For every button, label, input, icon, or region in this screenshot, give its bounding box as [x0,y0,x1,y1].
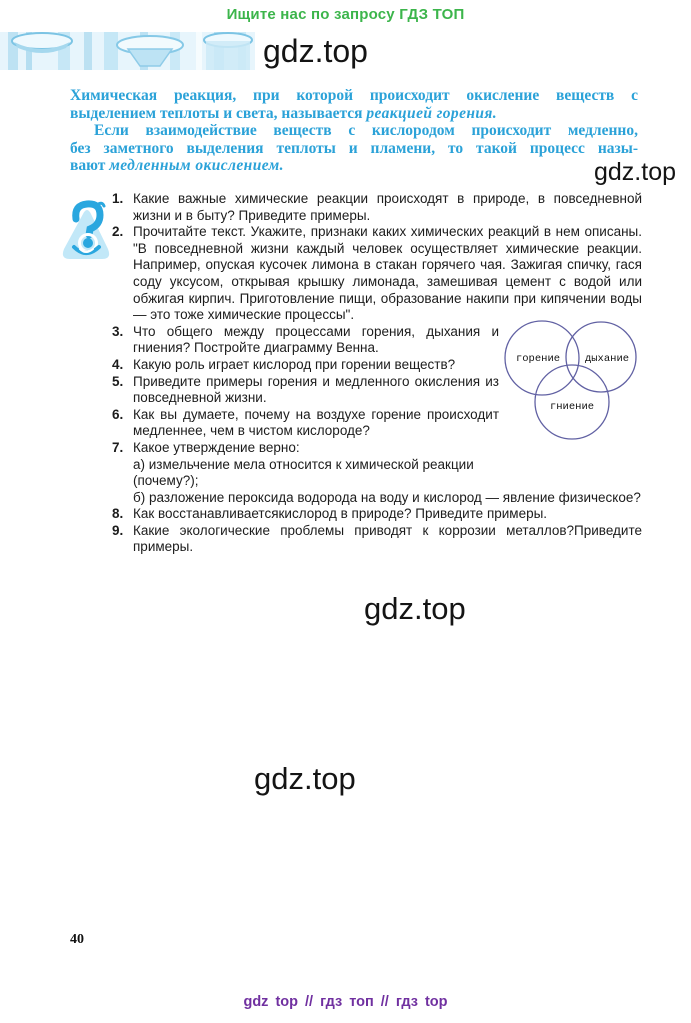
term-burning-reaction: реакцией горения. [366,104,498,122]
question-text: Какое утверждение верно: [133,439,300,455]
glassware-illustration [0,32,255,70]
intro-line: без заметного выделения теплоты и пламени, то такой процесс назы- [70,139,638,157]
question-item-2 [112,224,642,324]
watermark-right: gdz.top [594,158,677,186]
glassware-photo-strip [0,32,255,70]
question-item-9 [112,523,642,556]
question-number: 9. [112,522,124,538]
question-item-8 [112,506,642,523]
question-number: 2. [112,224,124,240]
question-number: 6. [112,406,124,422]
venn-label-rotting: гниение [549,401,595,413]
page-number: 40 [70,932,84,947]
question-number: 8. [112,506,124,522]
question-mark-icon [61,197,111,263]
term-slow-oxidation: медленным окислением. [109,157,284,175]
watermark-top: gdz.top [263,33,368,69]
question-text: Как восстанавливаетсякислород в природе? Приведите примеры. [133,506,548,522]
question-number: 4. [112,356,124,372]
header-search-hint: Ищите нас по запросу ГДЗ ТОП [226,6,465,23]
question-text: Какие важные химические реакции происходят в природе, в повседневной жизни и в быту? Приведите примеры. [133,191,642,223]
question-text: Что общего между процессами горения, дыхания и гниения? Постройте диаграмму Венна. [133,323,499,356]
footer-site-links: gdz top // гдз топ // гдз top [243,994,448,1010]
question-number: 3. [112,323,124,339]
intro-line: Химическая реакция, при которой происходит окисление веществ с [70,87,638,104]
intro-definition-paragraphs [70,87,638,175]
watermark-lower: gdz.top [254,761,356,796]
question-text: Как вы думаете, почему на воздухе горение происходит медленнее, чем в чистом кислороде? [133,406,499,439]
question-text: Какие экологические проблемы приводят к коррозии металлов?Приведите примеры. [133,522,642,555]
watermark-middle: gdz.top [364,591,466,626]
question-number: 1. [112,191,124,206]
question-subitem-b: б) разложение пероксида водорода на воду и кислород — явление физическое? [133,489,641,505]
question-text: Какую роль играет кислород при горении веществ? [133,356,456,372]
venn-label-burning: горение [515,353,561,365]
question-item-1 [112,191,642,224]
intro-line: выделением теплоты и света, называется реакцией горения. [70,104,498,122]
venn-label-breathing: дыхание [584,353,630,365]
question-item-7 [112,440,642,506]
question-text: Приведите примеры горения и медленного окисления из повседневной жизни. [133,373,499,406]
intro-line: вают медленным окислением. [70,157,284,175]
question-number: 7. [112,439,124,455]
question-text: Прочитайте текст. Укажите, признаки каких химических реакций в нем описаны. "В повседневной жизни каждый человек осуществляет химические реакции. Например, опуская кусочек лимона в стакан горячего чая. Зажигая спичку, гася соду уксусом, открывая крышку лимонада, замешивая цемент с водой или обжигая кирпич. Приготовление пищи, образование накипи при кипячении воды — это тоже химические процессы". [133,224,642,323]
question-subitem-a: а) измельчение мела относится к химической реакции (почему?); [133,456,474,489]
intro-line: Если взаимодействие веществ с кислородом происходит медленно, [94,122,638,140]
venn-diagram [504,317,640,444]
question-number: 5. [112,373,124,389]
